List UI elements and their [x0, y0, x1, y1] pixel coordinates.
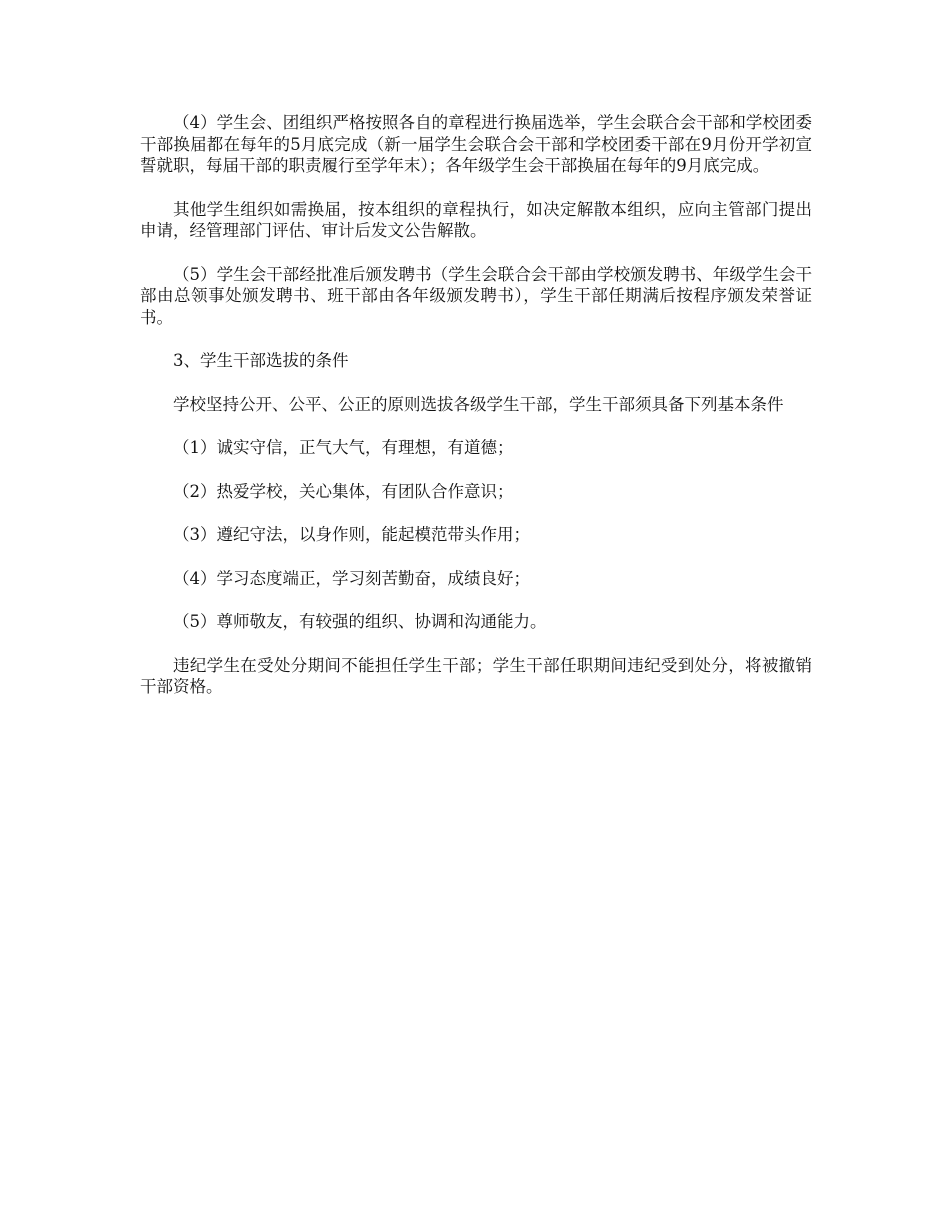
paragraph-election-procedure: （4）学生会、团组织严格按照各自的章程进行换届选举，学生会联合会干部和学校团委干部换届都在每年的5月底完成（新一届学生会联合会干部和学校团委干部在9月份开学初宣誓就职，每届干部的职责履行至学年末）；各年级学生会干部换届在每年的9月底完成。: [140, 113, 812, 175]
document-body: [140, 112, 812, 720]
list-item-condition-3: （3）遵纪守法，以身作则，能起模范带头作用；: [173, 525, 530, 544]
paragraph-selection-principle: 学校坚持公开、公平、公正的原则选拔各级学生干部，学生干部须具备下列基本条件: [173, 394, 784, 414]
section-heading-selection-conditions: 3、学生干部选拔的条件: [173, 351, 349, 370]
paragraph-disciplinary-rule: 违纪学生在受处分期间不能担任学生干部；学生干部任职期间违纪受到处分，将被撤销干部资格。: [140, 655, 812, 696]
paragraph-other-organizations: 其他学生组织如需换届，按本组织的章程执行，如决定解散本组织，应向主管部门提出申请，经管理部门评估、审计后发文公告解散。: [140, 199, 812, 240]
list-item-condition-5: （5）尊师敬友，有较强的组织、协调和沟通能力。: [173, 612, 547, 631]
paragraph-appointment-letters: （5）学生会干部经批准后颁发聘书（学生会联合会干部由学校颁发聘书、年级学生会干部由总领事处颁发聘书、班干部由各年级颁发聘书），学生干部任期满后按程序颁发荣誉证书。: [140, 264, 812, 327]
list-item-condition-4: （4）学习态度端正，学习刻苦勤奋，成绩良好；: [173, 568, 530, 588]
list-item-condition-2: （2）热爱学校，关心集体，有团队合作意识；: [173, 481, 514, 501]
list-item-condition-1: （1）诚实守信，正气大气，有理想，有道德；: [173, 438, 514, 457]
